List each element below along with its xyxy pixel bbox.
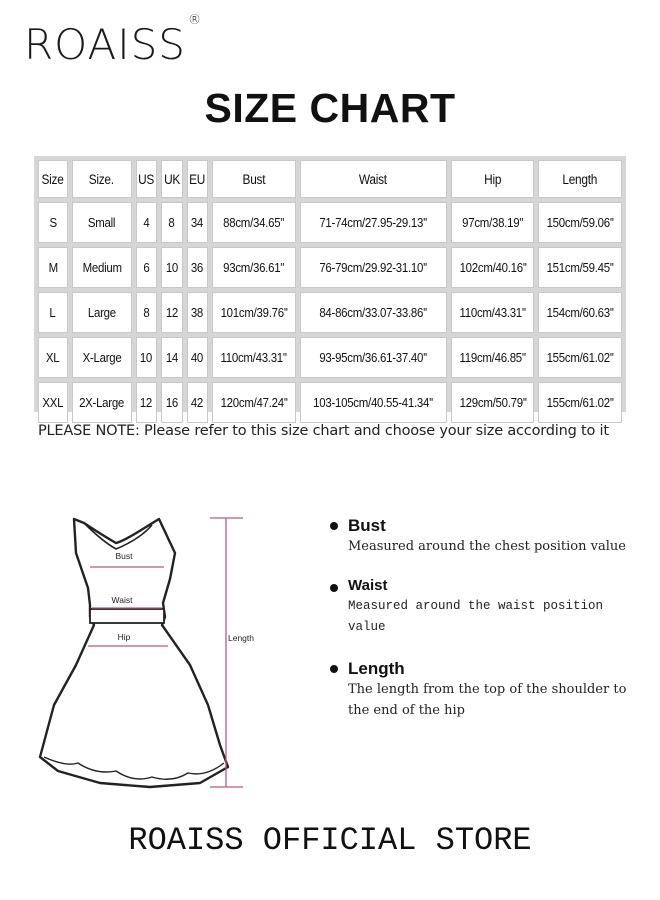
- table-cell: L: [38, 292, 68, 333]
- header-cell: Size: [38, 160, 68, 198]
- page-title: SIZE CHART: [204, 85, 456, 131]
- length-label: Length: [228, 633, 254, 643]
- table-row: [38, 382, 622, 423]
- guide-bust: [330, 516, 640, 557]
- table-cell: 12: [136, 382, 158, 423]
- table-cell: 10: [161, 247, 183, 288]
- table-cell: 16: [161, 382, 183, 423]
- size-note: PLEASE NOTE: Please refer to this size chart and choose your size according to it: [38, 423, 609, 439]
- header-cell: Bust: [212, 160, 295, 198]
- table-cell: 110cm/43.31'': [212, 337, 295, 378]
- dress-illustration: [30, 505, 270, 805]
- registered-mark: ®: [187, 13, 202, 28]
- table-cell: 6: [136, 247, 158, 288]
- table-cell: 154cm/60.63'': [538, 292, 622, 333]
- bullet-dot: [330, 665, 338, 673]
- waist-band: [90, 609, 164, 623]
- waist-label: Waist: [111, 595, 133, 605]
- dress-outline: [40, 519, 228, 787]
- table-cell: 93cm/36.61'': [212, 247, 295, 288]
- table-cell: 8: [161, 202, 183, 243]
- header-cell: EU: [187, 160, 209, 198]
- guide-length: [330, 659, 640, 721]
- table-cell: 129cm/50.79'': [451, 382, 534, 423]
- brand-name: ROAISS: [24, 20, 186, 69]
- table-cell: 36: [187, 247, 209, 288]
- table-cell: 8: [136, 292, 158, 333]
- table-cell: Medium: [72, 247, 132, 288]
- header-cell: US: [136, 160, 158, 198]
- table-cell: 10: [136, 337, 158, 378]
- guide-length-title: Length: [348, 659, 405, 678]
- guide-bust-desc: Measured around the chest position value: [348, 539, 626, 554]
- table-row: [38, 247, 622, 288]
- table-header-row: [38, 160, 622, 198]
- size-table: [34, 156, 626, 427]
- table-cell: 103-105cm/40.55-41.34'': [300, 382, 447, 423]
- table-cell: 14: [161, 337, 183, 378]
- table-cell: Small: [72, 202, 132, 243]
- table-cell: 88cm/34.65'': [212, 202, 295, 243]
- bullet-dot: [330, 522, 338, 530]
- table-cell: Large: [72, 292, 132, 333]
- guide-waist-title: Waist: [348, 577, 388, 594]
- table-cell: 155cm/61.02'': [538, 382, 622, 423]
- guide-length-desc-line2: the end of the hip: [348, 703, 465, 718]
- table-cell: 40: [187, 337, 209, 378]
- hip-label: Hip: [117, 632, 131, 642]
- table-cell: S: [38, 202, 68, 243]
- header-cell: Length: [538, 160, 622, 198]
- table-row: [38, 292, 622, 333]
- table-cell: 34: [187, 202, 209, 243]
- header-cell: Size.: [72, 160, 132, 198]
- table-cell: 42: [187, 382, 209, 423]
- header-cell: Hip: [451, 160, 534, 198]
- table-cell: 12: [161, 292, 183, 333]
- table-cell: 38: [187, 292, 209, 333]
- bullet-dot: [330, 584, 338, 592]
- table-cell: XL: [38, 337, 68, 378]
- guide-waist-desc: Measured around the waist position value: [348, 599, 604, 634]
- table-cell: 120cm/47.24'': [212, 382, 295, 423]
- table-row: [38, 337, 622, 378]
- table-cell: M: [38, 247, 68, 288]
- guide-bust-title: Bust: [348, 516, 386, 535]
- table-cell: 4: [136, 202, 158, 243]
- guide-length-desc-line1: The length from the top of the shoulder to: [348, 682, 627, 697]
- table-cell: 93-95cm/36.61-37.40'': [300, 337, 447, 378]
- table-cell: 2X-Large: [72, 382, 132, 423]
- table-cell: XXL: [38, 382, 68, 423]
- table-cell: 119cm/46.85'': [451, 337, 534, 378]
- dress-diagram: [30, 505, 270, 805]
- header-cell: UK: [161, 160, 183, 198]
- brand-logo: [24, 13, 202, 69]
- table-cell: 101cm/39.76'': [212, 292, 295, 333]
- guide-waist: [330, 576, 640, 638]
- table-cell: 76-79cm/29.92-31.10'': [300, 247, 447, 288]
- size-table-frame: [34, 156, 626, 412]
- store-footer: ROAISS OFFICIAL STORE: [128, 822, 532, 859]
- table-cell: 84-86cm/33.07-33.86'': [300, 292, 447, 333]
- bust-label: Bust: [115, 551, 133, 561]
- table-cell: 110cm/43.31'': [451, 292, 534, 333]
- measurement-guide: [330, 516, 640, 721]
- table-cell: 155cm/61.02'': [538, 337, 622, 378]
- table-row: [38, 202, 622, 243]
- table-cell: 150cm/59.06'': [538, 202, 622, 243]
- header-cell: Waist: [300, 160, 447, 198]
- table-cell: 97cm/38.19'': [451, 202, 534, 243]
- table-cell: 102cm/40.16'': [451, 247, 534, 288]
- table-cell: 151cm/59.45'': [538, 247, 622, 288]
- table-cell: 71-74cm/27.95-29.13'': [300, 202, 447, 243]
- table-cell: X-Large: [72, 337, 132, 378]
